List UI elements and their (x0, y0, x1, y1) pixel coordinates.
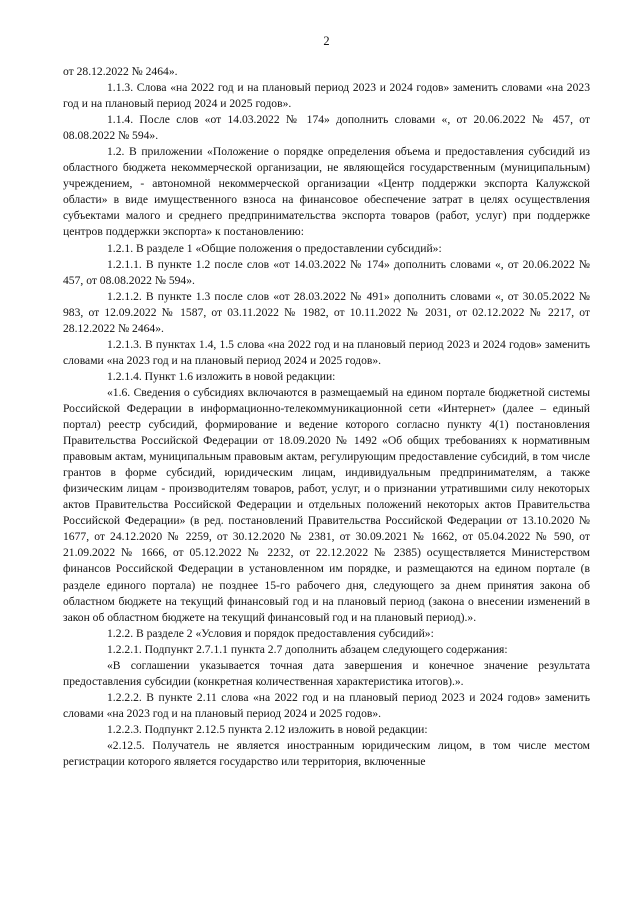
paragraph-1-1-4: 1.1.4. После слов «от 14.03.2022 № 174» дополнить словами «, от 20.06.2022 № 457, от 08.08.2022 № 594». (63, 113, 590, 143)
paragraph-1-2-2-3: 1.2.2.3. Подпункт 2.12.5 пункта 2.12 изложить в новой редакции: (107, 722, 428, 736)
paragraph-1-2-1-2: 1.2.1.2. В пункте 1.3 после слов «от 28.03.2022 № 491» дополнить словами «, от 30.05.2022 № 983, от 12.09.2022 № 1587, от 03.11.2022 № 1982, от 10.11.2022 № 2031, от 02.12.2022 № 2217, от 28.12.2022 № 2464». (63, 289, 590, 335)
paragraph-1-1-3: 1.1.3. Слова «на 2022 год и на плановый период 2023 и 2024 годов» заменить словами «на 2023 год и на плановый период 2024 и 2025 годов». (63, 81, 590, 111)
paragraph-quote-2-12-5: «2.12.5. Получатель не является иностранным юридическим лицом, в том числе местом регистрации которого является государство или территория, включенные (63, 738, 590, 769)
paragraph-1: от 28.12.2022 № 2464». (63, 65, 178, 78)
page-number: 2 (323, 34, 330, 48)
paragraph-quote-1-6: «1.6. Сведения о субсидиях включаются в размещаемый на едином портале бюджетной системы Российской Федерации в информационно-телекоммуникационной сети «Интернет» (далее – единый портал) реестр субсидий, формирование и ведение которого согласно пункту 4(1) постановления Правительства Российской Федерации от 18.09.2020 № 1492 «Об общих требованиях к нормативным правовым актам, муниципальным правовым актам, регулирующим предоставление субсидий, в том числе грантов в форме субсидий, юридическим лицам, индивидуальным предпринимателям, а также физическим лицам - производителям товаров, работ, услуг, и о признании утратившими силу некоторых актов Правительства Российской Федерации и отдельных положений некоторых актов Правительства Российской Федерации» (в ред. постановлений Правительства Российской Федерации от 13.10.2020 № 1677, от 24.12.2020 № 2259, от 30.12.2020 № 2381, от 30.09.2021 № 1662, от 05.04.2022 № 590, от 21.09.2022 № 1666, от 05.12.2022 № 2232, от 22.12.2022 № 2385) осуществляется Министерством финансов Российской Федерации в установленном им порядке, и размещаются на едином портале (в разделе единого портала) не позднее 15-го рабочего дня, следующего за днем принятия закона об областном бюджете на текущий финансовый год и на плановый период (закона о внесении изменений в закон об областном бюджете на текущий финансовый год и на плановый период).». (63, 385, 590, 624)
paragraph-1-2: 1.2. В приложении «Положение о порядке определения объема и предоставления субсидий из областного бюджета некоммерческой организации, не являющейся государственным (муниципальным) учреждением, - автономной некоммерческой организации «Центр поддержки экспорта Калужской области» в виде имущественного взноса на финансовое обеспечение затрат в целях осуществления субъектами малого и среднего предпринимательства экспорта товаров (работ, услуг) при поддержке центров поддержки экспорта» к постановлению: (63, 145, 590, 239)
paragraph-1-2-1-3: 1.2.1.3. В пунктах 1.4, 1.5 слова «на 2022 год и на плановый период 2023 и 2024 годов» заменить словами «на 2023 год и на плановый период 2024 и 2025 годов». (63, 337, 590, 367)
paragraph-1-2-2: 1.2.2. В разделе 2 «Условия и порядок предоставления субсидий»: (107, 626, 434, 640)
paragraph-quote-agreement: «В соглашении указывается точная дата завершения и конечное значение результата предоставления субсидии (конкретная количественная характеристика итогов).». (63, 658, 590, 688)
paragraph-1-2-2-1: 1.2.2.1. Подпункт 2.7.1.1 пункта 2.7 дополнить абзацем следующего содержания: (107, 642, 508, 656)
document-body (63, 64, 590, 770)
paragraph-1-2-2-2: 1.2.2.2. В пункте 2.11 слова «на 2022 год и на плановый период 2023 и 2024 годов» заменить словами «на 2023 год и на плановый период 2024 и 2025 годов». (63, 690, 590, 720)
paragraph-1-2-1-1: 1.2.1.1. В пункте 1.2 после слов «от 14.03.2022 № 174» дополнить словами «, от 20.06.2022 № 457, от 08.08.2022 № 594». (63, 257, 590, 287)
paragraph-1-2-1-4: 1.2.1.4. Пункт 1.6 изложить в новой редакции: (107, 369, 336, 383)
paragraph-1-2-1: 1.2.1. В разделе 1 «Общие положения о предоставлении субсидий»: (107, 241, 442, 255)
